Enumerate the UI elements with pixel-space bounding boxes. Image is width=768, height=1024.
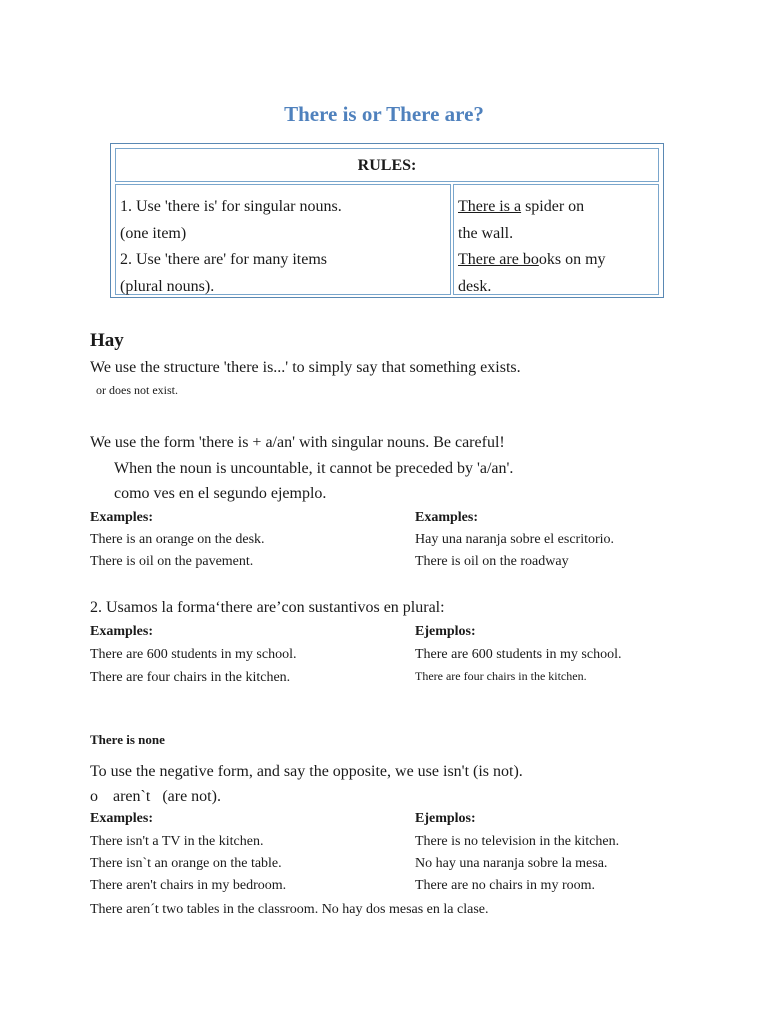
- hay-line-5: como ves en el segundo ejemplo.: [114, 485, 327, 502]
- example-text: spider on: [521, 198, 585, 215]
- underlined-phrase: There are bo: [458, 251, 539, 268]
- examples-label: Examples:: [90, 510, 153, 525]
- page-title: There is or There are?: [284, 102, 484, 126]
- example-item: No hay una naranja sobre la mesa.: [415, 856, 608, 871]
- ejemplos-label: Ejemplos:: [415, 811, 476, 826]
- rules-left-text: [120, 194, 342, 300]
- example-line: desk.: [458, 277, 492, 295]
- example-line: [458, 247, 606, 274]
- section3-line-2: [90, 788, 221, 806]
- example-item: There is oil on the pavement.: [90, 554, 254, 569]
- example-item: There are four chairs in the kitchen.: [415, 669, 587, 683]
- section3-heading: There is none: [90, 732, 165, 747]
- bullet-o: o: [90, 788, 98, 805]
- ejemplos-label: Ejemplos:: [415, 624, 476, 639]
- hay-line-1: We use the structure 'there is...' to simply say that something exists.: [90, 359, 521, 376]
- hay-line-2: or does not exist.: [96, 383, 178, 397]
- rules-table: [110, 143, 664, 298]
- examples-label: Examples:: [415, 510, 478, 525]
- rules-right-text: [458, 194, 606, 300]
- example-item: There is no television in the kitchen.: [415, 834, 620, 849]
- example-item: There is oil on the roadway: [415, 554, 569, 569]
- section3-line-1: To use the negative form, and say the opposite, we use isn't (is not).: [90, 763, 523, 780]
- example-line: [458, 194, 606, 221]
- example-item: There are 600 students in my school.: [415, 647, 622, 662]
- rule-line: (plural nouns).: [120, 277, 215, 295]
- rules-header-cell: [115, 148, 659, 182]
- example-item: There are no chairs in my room.: [415, 878, 595, 893]
- examples-label: Examples:: [90, 624, 153, 639]
- arent-text: aren`t: [113, 788, 151, 805]
- underlined-phrase: There is a: [458, 198, 522, 215]
- hay-heading: Hay: [90, 330, 124, 351]
- rules-right-cell: [453, 184, 659, 295]
- rule-line: 2. Use 'there are' for many items: [120, 251, 328, 268]
- example-item: There isn`t an orange on the table.: [90, 856, 282, 871]
- example-text: oks on my: [538, 251, 606, 268]
- section2-intro: 2. Usamos la forma‘there are’con sustantivos en plural:: [90, 599, 445, 616]
- rule-line: 1. Use 'there is' for singular nouns.: [120, 198, 342, 215]
- example-item-last: There aren´t two tables in the classroom. No hay dos mesas en la clase.: [90, 902, 489, 917]
- example-item: Hay una naranja sobre el escritorio.: [415, 532, 615, 547]
- rules-heading: RULES:: [357, 157, 417, 174]
- example-item: There aren't chairs in my bedroom.: [90, 878, 287, 893]
- hay-line-4: When the noun is uncountable, it cannot be preceded by 'a/an'.: [114, 460, 514, 477]
- example-item: There isn't a TV in the kitchen.: [90, 834, 264, 849]
- hay-line-3: We use the form 'there is + a/an' with singular nouns. Be careful!: [90, 434, 505, 451]
- example-item: There are four chairs in the kitchen.: [90, 670, 291, 685]
- example-line: the wall.: [458, 224, 514, 242]
- rule-line: (one item): [120, 224, 187, 242]
- example-item: There are 600 students in my school.: [90, 647, 297, 662]
- examples-label: Examples:: [90, 811, 153, 826]
- are-not-text: (are not).: [162, 788, 221, 805]
- rules-left-cell: [115, 184, 451, 295]
- example-item: There is an orange on the desk.: [90, 532, 265, 547]
